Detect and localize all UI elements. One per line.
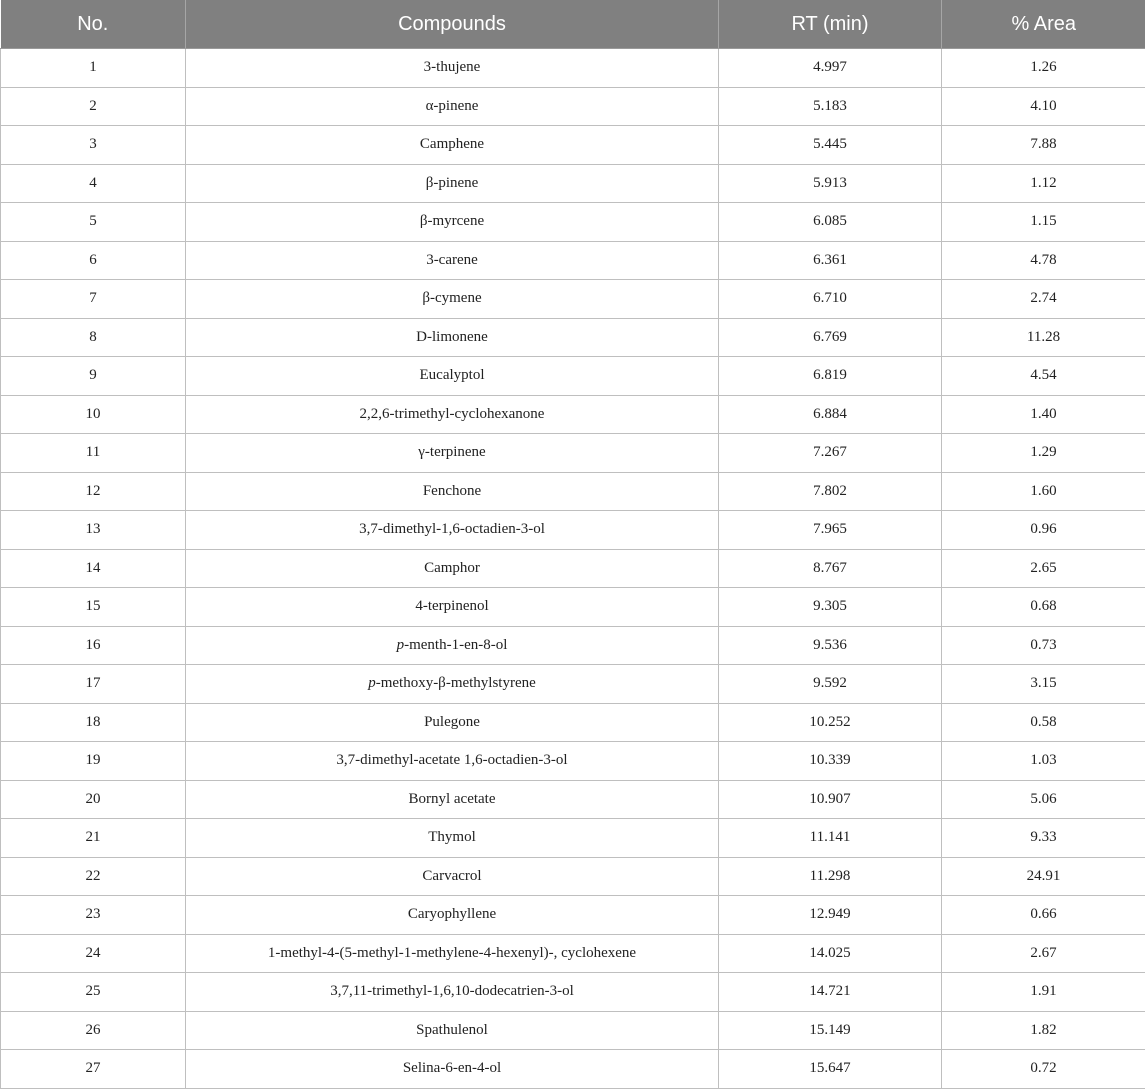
compound-prefix: p bbox=[397, 637, 405, 653]
cell-compound: Selina-6-en-4-ol bbox=[186, 1050, 719, 1089]
cell-area: 3.15 bbox=[942, 665, 1145, 704]
cell-rt: 5.445 bbox=[719, 126, 942, 165]
cell-no: 17 bbox=[1, 665, 186, 704]
cell-no: 4 bbox=[1, 164, 186, 203]
cell-area: 4.78 bbox=[942, 241, 1145, 280]
cell-no: 22 bbox=[1, 857, 186, 896]
cell-compound: Spathulenol bbox=[186, 1011, 719, 1050]
cell-compound: Thymol bbox=[186, 819, 719, 858]
cell-area: 11.28 bbox=[942, 318, 1145, 357]
cell-no: 20 bbox=[1, 780, 186, 819]
cell-compound: Eucalyptol bbox=[186, 357, 719, 396]
cell-rt: 8.767 bbox=[719, 549, 942, 588]
cell-rt: 7.965 bbox=[719, 511, 942, 550]
cell-no: 18 bbox=[1, 703, 186, 742]
compound-name: -methoxy-β-methylstyrene bbox=[376, 675, 536, 691]
cell-no: 25 bbox=[1, 973, 186, 1012]
cell-rt: 11.298 bbox=[719, 857, 942, 896]
header-compounds: Compounds bbox=[186, 0, 719, 49]
cell-area: 0.58 bbox=[942, 703, 1145, 742]
cell-area: 2.74 bbox=[942, 280, 1145, 319]
cell-no: 23 bbox=[1, 896, 186, 935]
cell-compound: Camphene bbox=[186, 126, 719, 165]
compound-prefix: p bbox=[368, 675, 376, 691]
table-row bbox=[1, 87, 1145, 126]
cell-area: 1.29 bbox=[942, 434, 1145, 473]
cell-rt: 7.802 bbox=[719, 472, 942, 511]
cell-no: 13 bbox=[1, 511, 186, 550]
cell-area: 1.91 bbox=[942, 973, 1145, 1012]
table-row bbox=[1, 280, 1145, 319]
cell-rt: 9.305 bbox=[719, 588, 942, 627]
cell-compound: Pulegone bbox=[186, 703, 719, 742]
cell-no: 24 bbox=[1, 934, 186, 973]
table-row bbox=[1, 241, 1145, 280]
cell-rt: 5.913 bbox=[719, 164, 942, 203]
cell-compound: β-myrcene bbox=[186, 203, 719, 242]
cell-rt: 15.149 bbox=[719, 1011, 942, 1050]
cell-no: 10 bbox=[1, 395, 186, 434]
cell-no: 6 bbox=[1, 241, 186, 280]
cell-compound: 3,7-dimethyl-1,6-octadien-3-ol bbox=[186, 511, 719, 550]
cell-rt: 9.536 bbox=[719, 626, 942, 665]
table-row bbox=[1, 934, 1145, 973]
cell-compound: Bornyl acetate bbox=[186, 780, 719, 819]
table-row bbox=[1, 395, 1145, 434]
table-row bbox=[1, 626, 1145, 665]
cell-area: 1.15 bbox=[942, 203, 1145, 242]
cell-no: 26 bbox=[1, 1011, 186, 1050]
table-row bbox=[1, 49, 1145, 88]
header-area: % Area bbox=[942, 0, 1145, 49]
cell-no: 3 bbox=[1, 126, 186, 165]
cell-rt: 5.183 bbox=[719, 87, 942, 126]
table-row bbox=[1, 1050, 1145, 1089]
table-row bbox=[1, 318, 1145, 357]
cell-area: 1.12 bbox=[942, 164, 1145, 203]
cell-rt: 15.647 bbox=[719, 1050, 942, 1089]
table-row bbox=[1, 703, 1145, 742]
table-row bbox=[1, 164, 1145, 203]
cell-area: 2.65 bbox=[942, 549, 1145, 588]
cell-rt: 11.141 bbox=[719, 819, 942, 858]
cell-compound: 3-thujene bbox=[186, 49, 719, 88]
table-row bbox=[1, 472, 1145, 511]
cell-area: 4.54 bbox=[942, 357, 1145, 396]
cell-area: 24.91 bbox=[942, 857, 1145, 896]
cell-rt: 4.997 bbox=[719, 49, 942, 88]
cell-compound: Camphor bbox=[186, 549, 719, 588]
cell-compound: Fenchone bbox=[186, 472, 719, 511]
cell-area: 1.03 bbox=[942, 742, 1145, 781]
table-row bbox=[1, 742, 1145, 781]
cell-rt: 9.592 bbox=[719, 665, 942, 704]
cell-compound: D-limonene bbox=[186, 318, 719, 357]
cell-area: 5.06 bbox=[942, 780, 1145, 819]
cell-compound: 2,2,6-trimethyl-cyclohexanone bbox=[186, 395, 719, 434]
table-row bbox=[1, 857, 1145, 896]
table-row bbox=[1, 203, 1145, 242]
cell-area: 1.26 bbox=[942, 49, 1145, 88]
cell-area: 4.10 bbox=[942, 87, 1145, 126]
table-row bbox=[1, 434, 1145, 473]
cell-area: 0.66 bbox=[942, 896, 1145, 935]
table-row bbox=[1, 126, 1145, 165]
table-row bbox=[1, 588, 1145, 627]
cell-compound: 3,7,11-trimethyl-1,6,10-dodecatrien-3-ol bbox=[186, 973, 719, 1012]
cell-area: 0.73 bbox=[942, 626, 1145, 665]
cell-compound: β-pinene bbox=[186, 164, 719, 203]
cell-compound: 4-terpinenol bbox=[186, 588, 719, 627]
cell-rt: 6.710 bbox=[719, 280, 942, 319]
cell-area: 7.88 bbox=[942, 126, 1145, 165]
cell-area: 0.72 bbox=[942, 1050, 1145, 1089]
cell-area: 1.60 bbox=[942, 472, 1145, 511]
cell-compound: 3-carene bbox=[186, 241, 719, 280]
table-body bbox=[1, 49, 1145, 1089]
cell-no: 7 bbox=[1, 280, 186, 319]
table-row bbox=[1, 357, 1145, 396]
table-row bbox=[1, 549, 1145, 588]
cell-no: 27 bbox=[1, 1050, 186, 1089]
cell-no: 19 bbox=[1, 742, 186, 781]
cell-rt: 10.907 bbox=[719, 780, 942, 819]
cell-no: 14 bbox=[1, 549, 186, 588]
cell-area: 0.68 bbox=[942, 588, 1145, 627]
cell-no: 5 bbox=[1, 203, 186, 242]
header-rt: RT (min) bbox=[719, 0, 942, 49]
cell-rt: 14.025 bbox=[719, 934, 942, 973]
cell-no: 16 bbox=[1, 626, 186, 665]
table-row bbox=[1, 1011, 1145, 1050]
cell-rt: 6.819 bbox=[719, 357, 942, 396]
cell-no: 11 bbox=[1, 434, 186, 473]
cell-rt: 14.721 bbox=[719, 973, 942, 1012]
cell-compound: β-cymene bbox=[186, 280, 719, 319]
cell-rt: 10.339 bbox=[719, 742, 942, 781]
cell-rt: 10.252 bbox=[719, 703, 942, 742]
table-row bbox=[1, 511, 1145, 550]
cell-no: 15 bbox=[1, 588, 186, 627]
cell-compound bbox=[186, 626, 719, 665]
header-no: No. bbox=[1, 0, 186, 49]
table-row bbox=[1, 819, 1145, 858]
table-row bbox=[1, 665, 1145, 704]
cell-compound: γ-terpinene bbox=[186, 434, 719, 473]
table-row bbox=[1, 780, 1145, 819]
table-row bbox=[1, 896, 1145, 935]
cell-area: 0.96 bbox=[942, 511, 1145, 550]
cell-area: 2.67 bbox=[942, 934, 1145, 973]
cell-no: 2 bbox=[1, 87, 186, 126]
cell-no: 1 bbox=[1, 49, 186, 88]
cell-compound: 1-methyl-4-(5-methyl-1-methylene-4-hexenyl)-, cyclohexene bbox=[186, 934, 719, 973]
cell-compound bbox=[186, 665, 719, 704]
cell-area: 1.82 bbox=[942, 1011, 1145, 1050]
cell-compound: α-pinene bbox=[186, 87, 719, 126]
table-row bbox=[1, 973, 1145, 1012]
cell-no: 12 bbox=[1, 472, 186, 511]
cell-no: 21 bbox=[1, 819, 186, 858]
cell-rt: 12.949 bbox=[719, 896, 942, 935]
cell-compound: 3,7-dimethyl-acetate 1,6-octadien-3-ol bbox=[186, 742, 719, 781]
cell-compound: Caryophyllene bbox=[186, 896, 719, 935]
cell-area: 9.33 bbox=[942, 819, 1145, 858]
cell-rt: 6.769 bbox=[719, 318, 942, 357]
cell-rt: 6.884 bbox=[719, 395, 942, 434]
cell-area: 1.40 bbox=[942, 395, 1145, 434]
cell-rt: 7.267 bbox=[719, 434, 942, 473]
cell-no: 9 bbox=[1, 357, 186, 396]
cell-no: 8 bbox=[1, 318, 186, 357]
compound-name: -menth-1-en-8-ol bbox=[404, 637, 507, 653]
cell-rt: 6.085 bbox=[719, 203, 942, 242]
table-header-row bbox=[1, 0, 1145, 49]
cell-compound: Carvacrol bbox=[186, 857, 719, 896]
cell-rt: 6.361 bbox=[719, 241, 942, 280]
